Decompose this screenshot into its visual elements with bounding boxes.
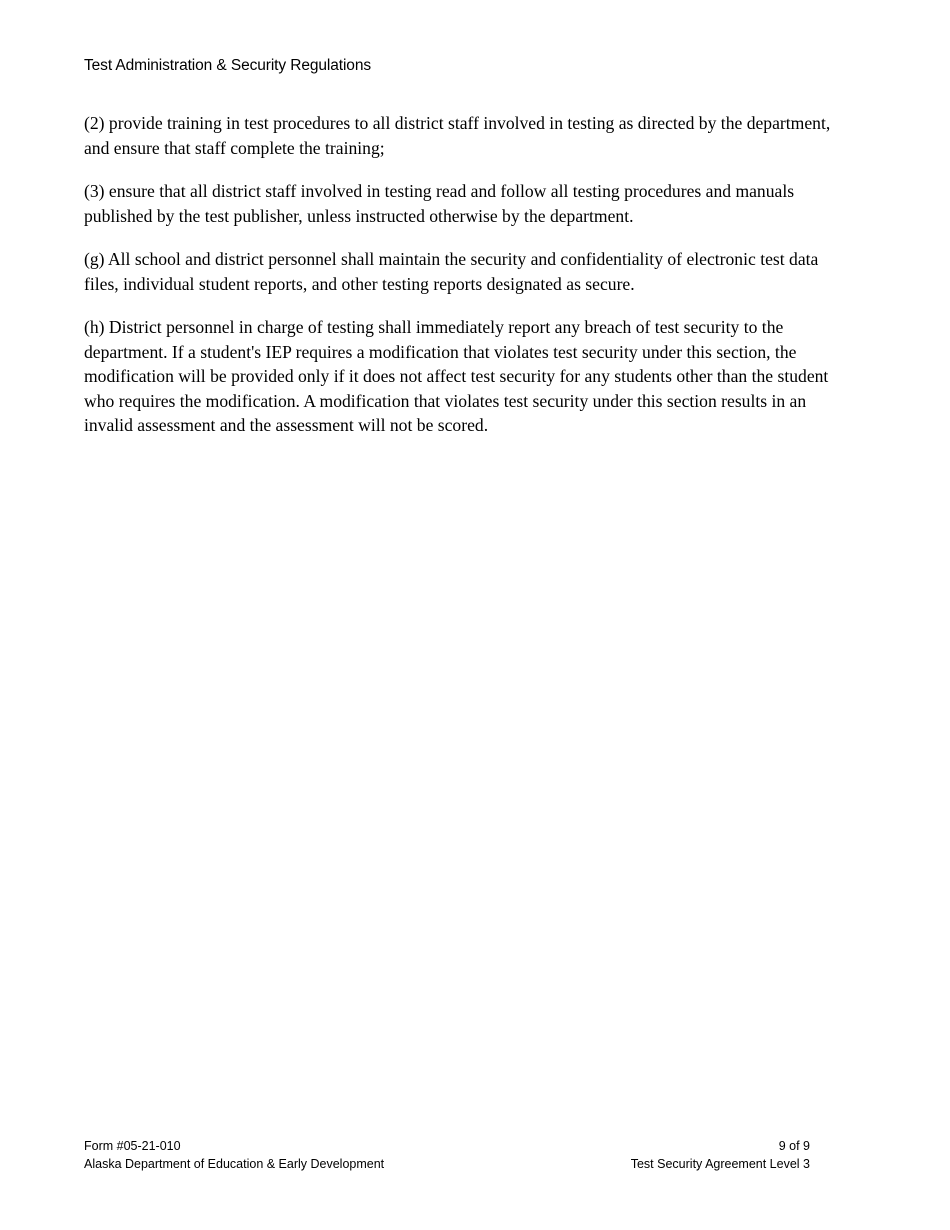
footer-left — [84, 1138, 384, 1173]
paragraph-h-breach-reporting: (h) District personnel in charge of testing shall immediately report any breach of test security to the department. If a student's IEP requires a modification that violates test security under this section, the modification will be provided only if it does not affect test security for any students other than the student who requires the modification. A modification that violates test security under this section results in an invalid assessment and the assessment will not be scored. — [84, 317, 829, 435]
page-indicator: 9 of 9 — [778, 1139, 810, 1153]
paragraph-g-confidentiality: (g) All school and district personnel shall maintain the security and confidentiality of electronic test data files, individual student reports, and other testing reports designated as secure. — [84, 249, 819, 294]
footer-right — [631, 1138, 810, 1173]
organization-name: Alaska Department of Education & Early Development — [84, 1156, 385, 1171]
document-title: Test Security Agreement Level 3 — [630, 1156, 810, 1171]
header-title: Test Administration & Security Regulations — [84, 57, 371, 74]
paragraph-3-procedures: (3) ensure that all district staff involved in testing read and follow all testing procedures and manuals published by the test publisher, unless instructed otherwise by the department. — [84, 181, 795, 226]
form-number: Form #05-21-010 — [84, 1139, 181, 1153]
paragraph-2-training: (2) provide training in test procedures to all district staff involved in testing as directed by the department, and ensure that staff complete the training; — [84, 113, 831, 158]
document-body — [84, 111, 854, 457]
page-header — [84, 56, 371, 76]
